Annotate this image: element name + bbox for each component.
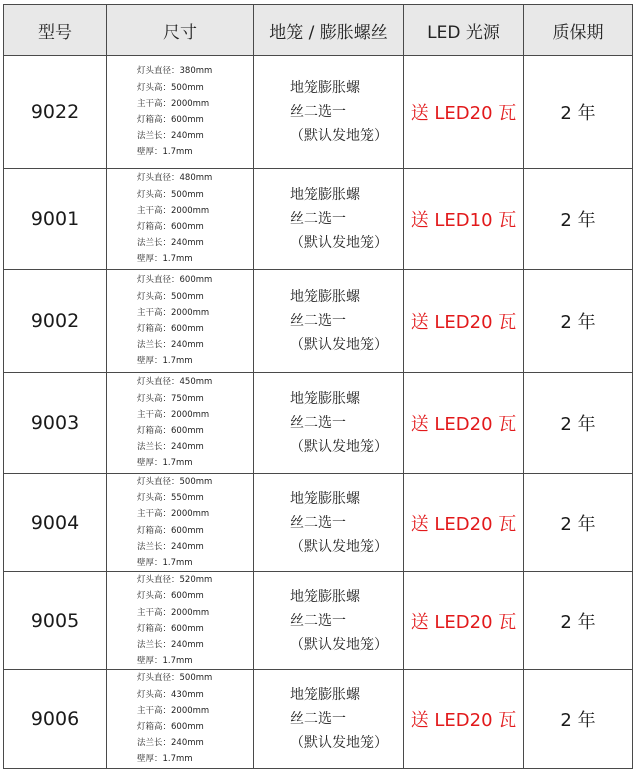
mount-option-line: （默认发地笼） [290,735,388,752]
size-spec-line: 壁厚：1.7mm [137,147,193,158]
led-cell: 送 LED20 瓦 [404,474,524,572]
mount-option-line: 丝二选一 [290,211,346,227]
size-spec-line: 灯箱高：600mm [137,115,204,125]
led-cell: 送 LED20 瓦 [404,572,524,670]
mount-option-line: 地笼膨胀螺 [290,687,360,704]
mount-option-line: （默认发地笼） [290,128,388,144]
size-spec-line: 灯头高：550mm [137,493,204,504]
size-cell [107,373,254,474]
size-spec-line: 灯头高：600mm [137,591,204,602]
table-row [4,56,633,169]
size-spec-line: 灯箱高：600mm [137,623,204,634]
size-spec-line: 壁厚：1.7mm [137,254,193,265]
size-spec-line: 灯头高：750mm [137,393,204,404]
size-spec-line: 壁厚：1.7mm [137,356,193,367]
table-row [4,572,633,670]
mount-option-line: 地笼膨胀螺 [290,490,360,507]
size-spec-line: 灯头直径：500mm [137,673,213,684]
size-cell [107,270,254,373]
size-spec-line: 灯头直径：480mm [137,173,213,184]
header-row [4,5,633,56]
mount-option-line: 丝二选一 [290,612,346,629]
mount-option-line: 丝二选一 [290,104,346,120]
model-cell: 9022 [4,56,107,169]
size-cell [107,169,254,270]
mount-cell [254,572,404,670]
size-spec-line: 灯头高：430mm [137,689,204,700]
mount-option-line: 丝二选一 [290,711,346,728]
table-row [4,373,633,474]
warranty-cell: 2 年 [524,270,633,373]
warranty-cell: 2 年 [524,56,633,169]
mount-cell [254,373,404,474]
size-spec-line: 灯头高：500mm [137,82,204,93]
mount-option-line: （默认发地笼） [290,337,388,353]
mount-option-line: 地笼膨胀螺 [290,289,360,305]
size-spec-line: 主干高：2000mm [137,98,210,109]
warranty-cell: 2 年 [524,373,633,474]
size-spec-line: 灯箱高：600mm [137,324,204,334]
size-spec-line: 主干高：2000mm [137,607,210,618]
header-led: LED 光源 [404,5,524,56]
size-spec-line: 法兰长：240mm [137,131,204,142]
size-spec-line: 法兰长：240mm [137,738,204,749]
mount-option-line: 地笼膨胀螺 [290,80,360,96]
mount-option-line: 地笼膨胀螺 [290,391,360,407]
size-spec-line: 主干高：2000mm [137,705,210,716]
size-spec-line: 主干高：2000mm [137,205,210,216]
model-cell: 9005 [4,572,107,670]
size-cell [107,670,254,768]
led-cell: 送 LED20 瓦 [404,670,524,768]
led-cell: 送 LED20 瓦 [404,373,524,474]
header-model: 型号 [4,5,107,56]
size-spec-line: 灯头直径：600mm [137,275,213,286]
size-spec-line: 灯箱高：600mm [137,426,204,436]
size-spec-line: 灯箱高：600mm [137,722,204,733]
size-spec-line: 法兰长：240mm [137,238,204,249]
header-size: 尺寸 [107,5,254,56]
mount-option-line: 丝二选一 [290,415,346,431]
size-cell [107,572,254,670]
mount-option-line: 丝二选一 [290,313,346,329]
size-spec-line: 灯头直径：520mm [137,575,213,586]
mount-option-line: （默认发地笼） [290,636,388,653]
model-cell: 9002 [4,270,107,373]
spec-table [3,4,633,769]
model-cell: 9006 [4,670,107,768]
mount-option-line: 丝二选一 [290,514,346,531]
size-spec-line: 壁厚：1.7mm [137,754,193,765]
mount-option-line: 地笼膨胀螺 [290,187,360,203]
mount-option-line: 地笼膨胀螺 [290,588,360,605]
mount-cell [254,270,404,373]
warranty-cell: 2 年 [524,169,633,270]
size-spec-line: 壁厚：1.7mm [137,656,193,667]
warranty-cell: 2 年 [524,670,633,768]
warranty-cell: 2 年 [524,572,633,670]
size-spec-line: 灯头直径：450mm [137,377,213,388]
size-spec-line: 法兰长：240mm [137,340,204,351]
size-spec-line: 法兰长：240mm [137,640,204,651]
size-spec-line: 主干高：2000mm [137,409,210,420]
size-spec-line: 灯箱高：600mm [137,222,204,232]
model-cell: 9004 [4,474,107,572]
size-spec-line: 灯头高：500mm [137,189,204,200]
table-row [4,169,633,270]
mount-cell [254,670,404,768]
mount-cell [254,56,404,169]
led-cell: 送 LED10 瓦 [404,169,524,270]
table-row [4,670,633,768]
warranty-cell: 2 年 [524,474,633,572]
table-row [4,474,633,572]
led-cell: 送 LED20 瓦 [404,56,524,169]
size-spec-line: 灯头直径：500mm [137,477,213,487]
size-spec-line: 灯箱高：600mm [137,525,204,536]
mount-option-line: （默认发地笼） [290,439,388,455]
size-spec-line: 法兰长：240mm [137,541,204,552]
size-spec-line: 灯头直径：380mm [137,66,213,77]
table-row [4,270,633,373]
model-cell: 9003 [4,373,107,474]
mount-option-line: （默认发地笼） [290,235,388,251]
header-mount: 地笼 / 膨胀螺丝 [254,5,404,56]
size-spec-line: 主干高：2000mm [137,307,210,318]
mount-cell [254,474,404,572]
size-spec-line: 壁厚：1.7mm [137,558,193,569]
led-cell: 送 LED20 瓦 [404,270,524,373]
header-warranty: 质保期 [524,5,633,56]
size-spec-line: 主干高：2000mm [137,509,210,520]
size-cell [107,474,254,572]
mount-cell [254,169,404,270]
size-spec-line: 法兰长：240mm [137,442,204,453]
mount-option-line: （默认发地笼） [290,538,388,555]
size-spec-line: 灯头高：500mm [137,291,204,302]
model-cell: 9001 [4,169,107,270]
size-cell [107,56,254,169]
size-spec-line: 壁厚：1.7mm [137,458,193,469]
